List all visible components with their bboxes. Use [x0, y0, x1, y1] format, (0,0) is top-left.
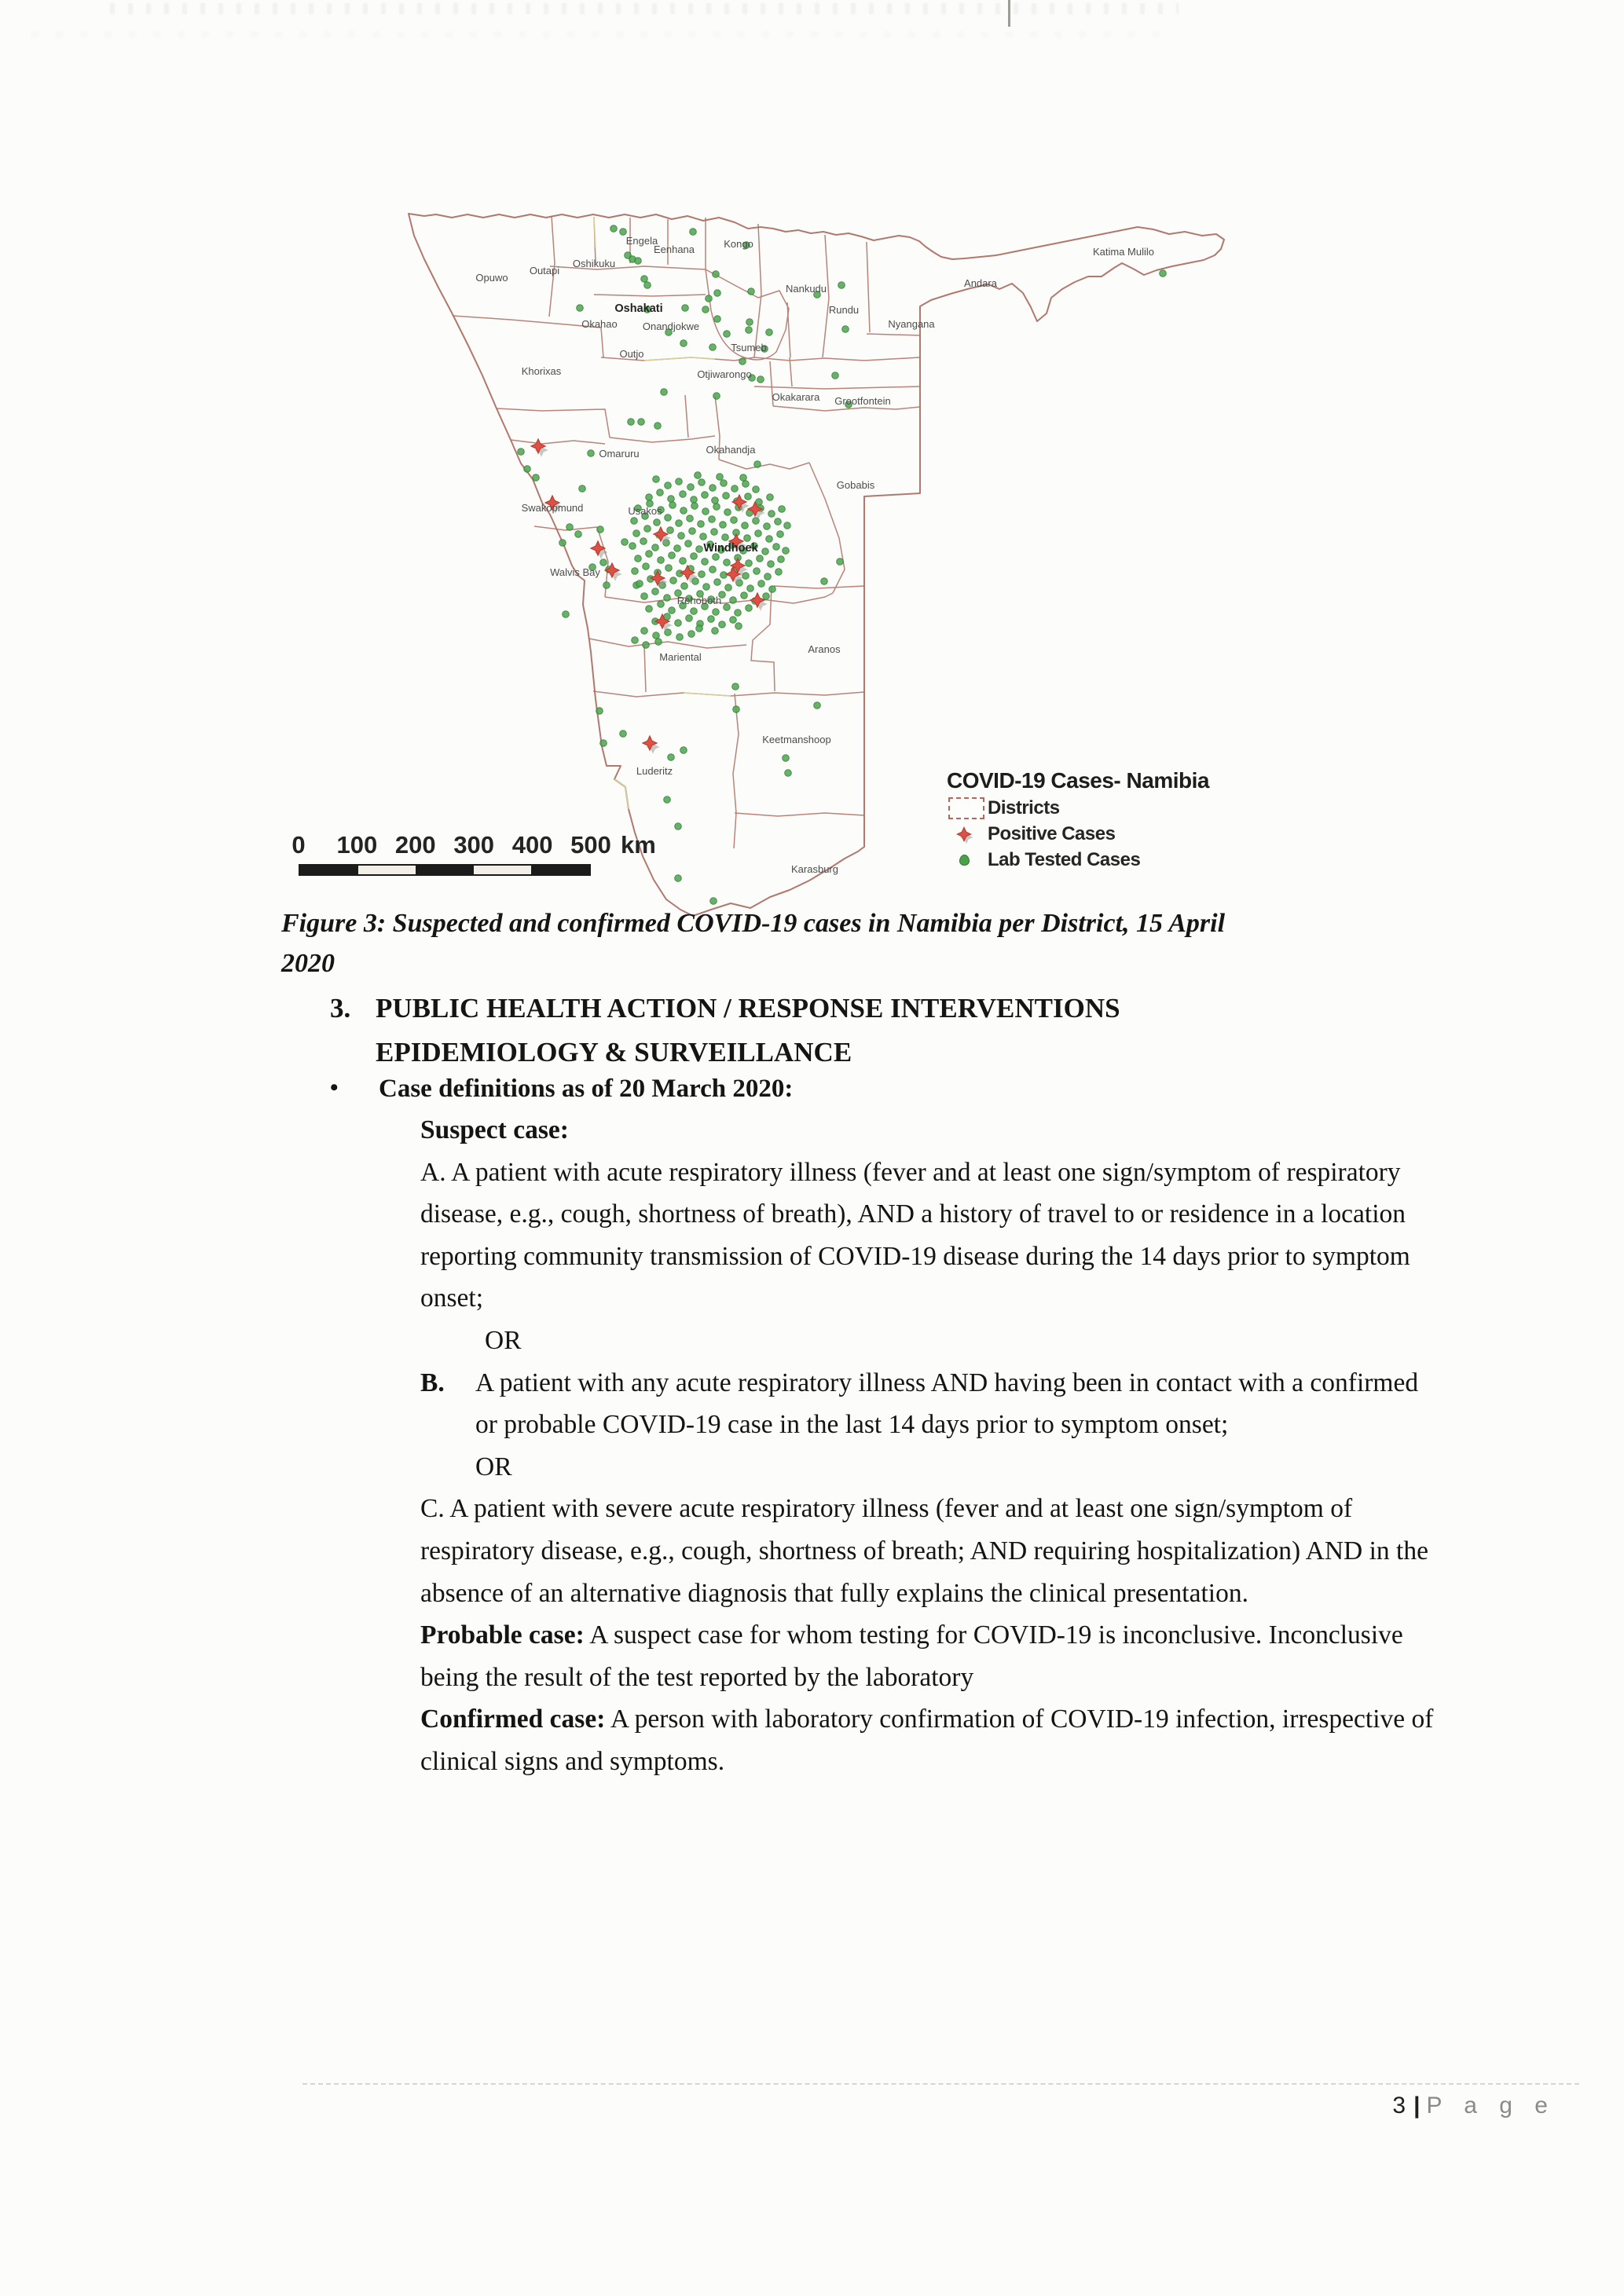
- item-b-tag: B.: [420, 1368, 445, 1397]
- confirmed-case: Confirmed case: A person with laboratory confirmation of COVID-19 infection, irrespective of clinical signs and symptoms.: [420, 1705, 1434, 1776]
- confirmed-case-label: Confirmed case:: [420, 1705, 606, 1734]
- svg-text:Okahandja: Okahandja: [706, 444, 756, 456]
- scalebar-unit: km: [621, 831, 656, 859]
- positive-case-marker-icon: [947, 824, 988, 844]
- scan-noise: [110, 3, 1179, 14]
- map-legend: [947, 768, 1261, 871]
- scalebar-tick: 300: [453, 831, 495, 859]
- item-b-text: A patient with any acute respiratory illness AND having been in contact with a confirmed or probable COVID-19 case in the last 14 days prior to symptom onset;: [475, 1368, 1419, 1440]
- svg-text:Nankudu: Nankudu: [785, 283, 827, 295]
- svg-text:Eenhana: Eenhana: [653, 244, 695, 255]
- suspect-case-a: A. A patient with acute respiratory illness (fever and at least one sign/symptom of respiratory disease, e.g., cough, shortness of breath), AND a history of travel to or residence in a location reporting community transmission of COVID-19 disease during the 14 days prior to symptom onset;: [420, 1157, 1410, 1313]
- svg-text:Otjiwarongo: Otjiwarongo: [697, 368, 752, 380]
- legend-item-label: Lab Tested Cases: [988, 849, 1141, 870]
- legend-item-lab: [947, 849, 1261, 871]
- legend-item-districts: [947, 797, 1261, 819]
- svg-text:Grootfontein: Grootfontein: [834, 395, 891, 407]
- svg-text:Walvis Bay: Walvis Bay: [550, 566, 600, 578]
- svg-text:Opuwo: Opuwo: [475, 272, 508, 284]
- bullet-icon: •: [330, 1075, 339, 1100]
- probable-case-label: Probable case:: [420, 1620, 585, 1650]
- lab-tested-marker-icon: [947, 855, 988, 866]
- svg-text:Okahao: Okahao: [581, 318, 618, 330]
- scalebar-bar: [299, 864, 591, 876]
- scan-noise: [31, 31, 1171, 38]
- case-definitions-body: [420, 1109, 1442, 1783]
- legend-item-label: Positive Cases: [988, 823, 1116, 844]
- footer-divider: [302, 2083, 1579, 2085]
- footer-separator: |: [1413, 2093, 1421, 2118]
- scalebar-tick: 200: [394, 831, 436, 859]
- svg-text:Rundu: Rundu: [828, 304, 860, 316]
- svg-text:Okakarara: Okakarara: [772, 391, 820, 403]
- or-separator-2: OR: [475, 1452, 512, 1481]
- suspect-case-label: Suspect case:: [420, 1115, 569, 1144]
- svg-text:Outjo: Outjo: [619, 348, 644, 360]
- suspect-case-b: [420, 1362, 1442, 1489]
- section-heading-line2: EPIDEMIOLOGY & SURVEILLANCE: [376, 1037, 852, 1067]
- svg-text:Keetmanshoop: Keetmanshoop: [762, 734, 831, 745]
- bullet-text: Case definitions as of 20 March 2020:: [379, 1075, 794, 1103]
- section-number: 3.: [330, 993, 351, 1023]
- page-footer: [1296, 2093, 1556, 2119]
- legend-item-positive: [947, 823, 1261, 845]
- section-heading-line1: PUBLIC HEALTH ACTION / RESPONSE INTERVENTIONS: [376, 993, 1120, 1023]
- legend-item-label: Districts: [988, 797, 1060, 818]
- svg-text:Kongo: Kongo: [724, 238, 753, 250]
- district-swatch-icon: [947, 797, 988, 819]
- page-number: 3: [1392, 2093, 1406, 2118]
- figure-caption-line1: Figure 3: Suspected and confirmed COVID-19 cases in Namibia per District, 15 April: [281, 909, 1226, 938]
- figure-caption: [281, 903, 1444, 983]
- svg-text:Usakos: Usakos: [628, 505, 662, 517]
- svg-text:Nyangana: Nyangana: [888, 318, 935, 330]
- svg-text:Engela: Engela: [625, 235, 658, 247]
- probable-case: Probable case: A suspect case for whom testing for COVID-19 is inconclusive. Inconclusive being the result of the test reported by the laboratory: [420, 1620, 1403, 1692]
- svg-text:Karasburg: Karasburg: [791, 863, 838, 875]
- svg-text:Oshakati: Oshakati: [614, 302, 663, 315]
- svg-text:Rehoboth: Rehoboth: [676, 595, 722, 606]
- svg-text:Windhoek: Windhoek: [703, 542, 758, 555]
- scan-artifact-line: [1008, 0, 1010, 27]
- figure-caption-line2: 2020: [281, 949, 335, 978]
- svg-text:Omaruru: Omaruru: [599, 448, 640, 460]
- footer-word: P a g e: [1426, 2093, 1556, 2118]
- svg-text:Gobabis: Gobabis: [836, 479, 875, 491]
- svg-text:Onandjokwe: Onandjokwe: [642, 320, 700, 332]
- svg-text:Swakopmund: Swakopmund: [521, 502, 584, 514]
- or-separator-1: OR: [485, 1325, 522, 1355]
- scalebar-tick: 500: [570, 831, 611, 859]
- scalebar-tick: 100: [336, 831, 378, 859]
- svg-text:Katima Mulilo: Katima Mulilo: [1092, 246, 1155, 258]
- svg-text:Oshikuku: Oshikuku: [572, 258, 616, 269]
- svg-text:Tsumeb: Tsumeb: [731, 342, 767, 353]
- svg-text:Andara: Andara: [964, 277, 997, 289]
- svg-text:Outapi: Outapi: [529, 265, 560, 276]
- scalebar-tick: 0: [291, 831, 306, 859]
- legend-title: COVID-19 Cases- Namibia: [947, 768, 1209, 793]
- map-scalebar: [289, 831, 658, 886]
- svg-text:Khorixas: Khorixas: [521, 365, 562, 377]
- svg-text:Mariental: Mariental: [659, 651, 702, 663]
- scalebar-tick: 400: [511, 831, 553, 859]
- svg-text:Luderitz: Luderitz: [636, 765, 673, 777]
- case-definitions-bullet: [330, 1075, 1430, 1104]
- section-heading: [330, 987, 1351, 1075]
- suspect-case-c: C. A patient with severe acute respiratory illness (fever and at least one sign/symptom of respiratory disease, e.g., cough, shortness of breath; AND requiring hospitalization) AND in the absence of an alternative diagnosis that fully explains the clinical presentation.: [420, 1494, 1428, 1608]
- svg-text:Aranos: Aranos: [808, 643, 841, 655]
